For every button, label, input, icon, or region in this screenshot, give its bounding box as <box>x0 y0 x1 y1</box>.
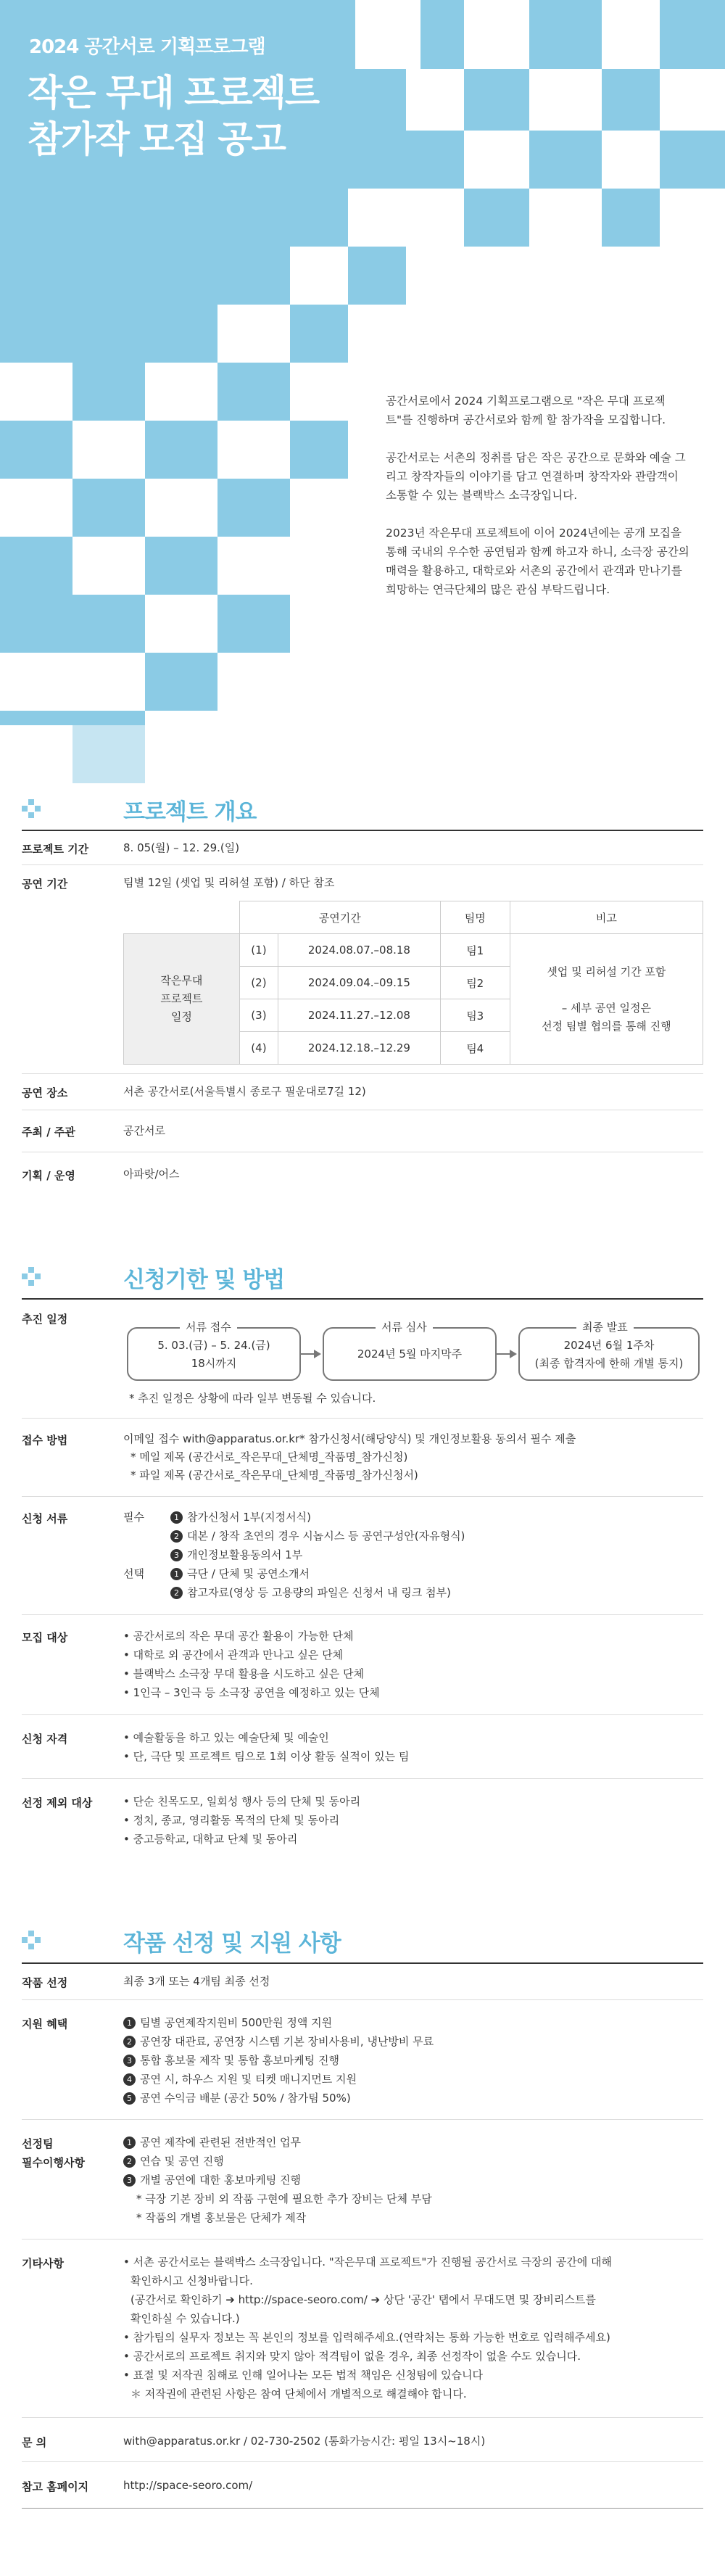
table-note: 셋업 및 리허설 기간 포함 – 세부 공연 일정은 선정 팀별 협의를 통해 진행 <box>510 934 703 1065</box>
section-header-selection <box>0 1915 725 1965</box>
etc-line: • 서촌 공간서로는 블랙박스 소극장입니다. "작은무대 프로젝트"가 진행될 공간서로 극장의 공간에 대해 <box>123 2255 612 2269</box>
pattern-square <box>464 0 529 69</box>
divider <box>22 2461 703 2462</box>
pattern-square <box>290 363 348 421</box>
step-text: 5. 03.(금) – 5. 24.(금) <box>157 1339 270 1352</box>
etc-line: • 공간서로의 프로젝트 취지와 맞지 않아 적격팀이 없을 경우, 최종 선정작이 없을 수도 있습니다. <box>123 2350 581 2363</box>
docs-required-label: 필수 <box>123 1511 144 1524</box>
pattern-square <box>660 69 725 131</box>
step-box-announcement <box>518 1327 700 1381</box>
pattern-square <box>218 421 290 479</box>
docs-item: 1 참가신청서 1부(지정서식) <box>170 1508 311 1527</box>
support-label: 지원 혜택 <box>22 2018 68 2031</box>
pattern-square <box>145 479 218 537</box>
target-item: • 공간서로의 작은 무대 공간 활용이 가능한 단체 <box>123 1630 354 1643</box>
step-text: (최종 합격자에 한해 개별 통지) <box>534 1357 684 1370</box>
hero-banner <box>0 0 725 783</box>
support-item: 3 통합 홍보물 제작 및 통합 홍보마케팅 진행 <box>123 2052 339 2070</box>
section-header-application <box>0 1251 725 1302</box>
etc-line: 확인하시고 신청바랍니다. <box>130 2274 253 2287</box>
divider <box>22 2417 703 2418</box>
pattern-square <box>145 363 218 421</box>
divider <box>22 1999 703 2000</box>
exclusion-item: • 정치, 종교, 영리활동 목적의 단체 및 동아리 <box>123 1814 340 1827</box>
pattern-square <box>355 0 420 69</box>
docs-label: 신청 서류 <box>22 1512 68 1525</box>
qualification-label: 신청 자격 <box>22 1733 68 1746</box>
table-header-row <box>124 901 703 934</box>
host-label: 주최 / 주관 <box>22 1126 75 1139</box>
hero-subtitle: 2024 공간서로 기획프로그램 <box>29 36 265 58</box>
step-box-review <box>323 1327 497 1381</box>
qualification-item: • 예술활동을 하고 있는 예술단체 및 예술인 <box>123 1731 329 1744</box>
select-label: 작품 선정 <box>22 1976 68 1989</box>
duty-note: * 작품의 개별 홍보물은 단체가 제작 <box>136 2211 307 2224</box>
pattern-square <box>218 537 348 595</box>
schedule-label: 추진 일정 <box>22 1313 68 1326</box>
pattern-square <box>0 653 145 711</box>
arrow <box>301 1353 315 1355</box>
divider <box>22 1714 703 1715</box>
divider <box>22 1496 703 1497</box>
pattern-square <box>529 189 602 247</box>
section-title: 프로젝트 개요 <box>123 799 257 825</box>
pattern-square <box>290 595 348 653</box>
exclusion-label: 선정 제외 대상 <box>22 1796 93 1809</box>
row-team: 팀2 <box>440 967 510 999</box>
duty-item: 2 연습 및 공연 진행 <box>123 2152 224 2171</box>
etc-line: • 표절 및 저작권 침해로 인해 일어나는 모든 법적 책임은 신청팀에 있습니다 <box>123 2369 483 2382</box>
target-item: • 블랙박스 소극장 무대 활용을 시도하고 싶은 단체 <box>123 1667 365 1680</box>
table-header-period: 공연기간 <box>239 901 440 934</box>
etc-line: (공간서로 확인하기 ➔ http://space-seoro.com/ ➔ 상단 '공간' 탭에서 무대도면 및 장비리스트를 <box>130 2293 596 2306</box>
table-header-team: 팀명 <box>440 901 510 934</box>
section-rule <box>22 1962 703 1964</box>
pattern-square-light <box>72 725 145 783</box>
pattern-square <box>290 247 348 305</box>
step-text: 2024년 5월 마지막주 <box>357 1347 463 1361</box>
support-item: 2 공연장 대관료, 공연장 시스템 기본 장비사용비, 냉난방비 무료 <box>123 2033 434 2051</box>
row-number: (4) <box>239 1032 278 1065</box>
pattern-square <box>660 189 725 247</box>
pattern-square <box>218 305 290 363</box>
row-number: (1) <box>239 934 278 967</box>
row-number: (3) <box>239 999 278 1032</box>
row-period: 2024.09.04.–09.15 <box>278 967 441 999</box>
qualification-item: • 단, 극단 및 프로젝트 팀으로 1회 이상 활동 실적이 있는 팀 <box>123 1750 410 1763</box>
show-period-label: 공연 기간 <box>22 878 68 891</box>
row-period: 2024.12.18.–12.29 <box>278 1032 441 1065</box>
contact-label: 문 의 <box>22 2436 47 2449</box>
pattern-square <box>0 363 72 421</box>
etc-line: ＊ 저작권에 관련된 사항은 참여 단체에서 개별적으로 해결해야 합니다. <box>130 2387 467 2400</box>
pattern-square <box>145 711 348 783</box>
section-rule <box>22 830 703 831</box>
pattern-square <box>406 247 725 363</box>
row-period: 2024.08.07.–08.18 <box>278 934 441 967</box>
support-item: 5 공연 수익금 배분 (공간 50% / 참가팀 50%) <box>123 2089 351 2108</box>
pattern-square <box>72 537 145 595</box>
docs-item: 2 참고자료(영상 등 고용량의 파일은 신청서 내 링크 첨부) <box>170 1584 451 1602</box>
schedule-note: * 추진 일정은 상황에 따라 일부 변동될 수 있습니다. <box>129 1392 376 1405</box>
step-text: 2024년 6월 1주차 <box>563 1339 655 1352</box>
host-value: 공간서로 <box>123 1124 165 1137</box>
pattern-square <box>145 595 218 653</box>
etc-label: 기타사항 <box>22 2257 64 2270</box>
docs-item: 2 대본 / 창작 초연의 경우 시놉시스 등 공연구성안(자유형식) <box>170 1527 465 1545</box>
duty-item: 1 공연 제작에 관련된 전반적인 업무 <box>123 2134 301 2152</box>
divider <box>22 1614 703 1615</box>
support-item: 4 공연 시, 하우스 지원 및 티켓 매니지먼트 지원 <box>123 2071 357 2089</box>
section-header-overview <box>0 783 725 834</box>
pattern-square <box>0 479 72 537</box>
docs-item: 3 개인정보활용동의서 1부 <box>170 1546 302 1564</box>
step-text: 18시까지 <box>191 1357 237 1370</box>
arrow-right-icon <box>314 1350 321 1358</box>
homepage-link[interactable]: http://space-seoro.com/ <box>123 2479 253 2492</box>
docs-optional-label: 선택 <box>123 1567 144 1580</box>
table-row <box>124 934 703 967</box>
support-item: 1 팀별 공연제작지원비 500만원 정액 지원 <box>123 2014 332 2032</box>
arrow <box>497 1353 511 1355</box>
pattern-square <box>72 421 145 479</box>
table-side-label: 작은무대 프로젝트 일정 <box>124 934 240 1065</box>
diamond-dots-icon <box>22 799 41 818</box>
show-period-value: 팀별 12일 (셋업 및 리허설 포함) / 하단 참조 <box>123 876 335 889</box>
apply-line: 이메일 접수 with@apparatus.or.kr* 참가신청서(해당양식) 및 개인정보활용 동의서 필수 제출 <box>123 1432 576 1445</box>
apply-line: * 메일 제목 (공간서로_작은무대_단체명_작품명_참가신청) <box>130 1450 408 1464</box>
diamond-dots-icon <box>22 1931 41 1949</box>
etc-line: 확인하실 수 있습니다.) <box>130 2312 240 2325</box>
arrow-right-icon <box>510 1350 517 1358</box>
period-label: 프로젝트 기간 <box>22 843 89 856</box>
bottom-rule <box>22 2508 703 2509</box>
pattern-square <box>602 0 660 69</box>
row-team: 팀1 <box>440 934 510 967</box>
apply-line: * 파일 제목 (공간서로_작은무대_단체명_작품명_참가신청서) <box>130 1469 418 1482</box>
homepage-label: 참고 홈페이지 <box>22 2480 89 2493</box>
pattern-square <box>348 189 464 247</box>
duty-note: * 극장 기본 장비 외 작품 구현에 필요한 추가 장비는 단체 부담 <box>136 2192 432 2205</box>
intro-paragraph: 2023년 작은무대 프로젝트에 이어 2024년에는 공개 모집을 통해 국내의 우수한 공연팀과 함께 하고자 하니, 소극장 공간의 매력을 활용하고, 대학로와 서촌의 공간에서 관객과 만나기를 희망하는 연극단체의 많은 관심 부탁드립니다. <box>386 527 689 596</box>
divider <box>22 1073 703 1074</box>
row-period: 2024.11.27.–12.08 <box>278 999 441 1032</box>
divider <box>22 1418 703 1419</box>
step-label: 서류 접수 <box>180 1319 237 1334</box>
divider <box>22 2119 703 2120</box>
step-label: 서류 심사 <box>376 1319 433 1334</box>
duty-item: 3 개별 공연에 대한 홍보마케팅 진행 <box>123 2171 301 2189</box>
plan-value: 아파랏/어스 <box>123 1168 180 1181</box>
divider <box>22 1778 703 1779</box>
diamond-dots-icon <box>22 1267 41 1286</box>
table-corner <box>124 901 240 934</box>
pattern-square <box>218 653 348 711</box>
venue-label: 공연 장소 <box>22 1086 68 1099</box>
step-label: 최종 발표 <box>576 1319 634 1334</box>
duty-label: 필수이행사항 <box>22 2156 85 2169</box>
section-title: 신청기한 및 방법 <box>123 1267 285 1293</box>
contact-value[interactable]: with@apparatus.or.kr / 02-730-2502 (통화가능시간: 평일 13시~18시) <box>123 2435 486 2448</box>
venue-value: 서촌 공간서로(서울특별시 종로구 필운대로7길 12) <box>123 1085 366 1098</box>
schedule-table <box>123 901 703 1065</box>
pattern-square <box>529 69 602 131</box>
section-rule <box>22 1298 703 1300</box>
apply-label: 접수 방법 <box>22 1434 68 1447</box>
pattern-square <box>290 479 348 537</box>
pattern-square <box>602 131 660 189</box>
exclusion-item: • 중고등학교, 대학교 단체 및 동아리 <box>123 1833 298 1846</box>
exclusion-item: • 단순 친목도모, 일회성 행사 등의 단체 및 동아리 <box>123 1795 361 1808</box>
section-title: 작품 선정 및 지원 사항 <box>123 1931 341 1957</box>
docs-item: 1 극단 / 단체 및 공연소개서 <box>170 1565 310 1583</box>
duty-label: 선정팀 <box>22 2137 54 2150</box>
intro-text <box>386 392 690 618</box>
target-item: • 대학로 외 공간에서 관객과 만나고 싶은 단체 <box>123 1648 344 1661</box>
select-value: 최종 3개 또는 4개팀 최종 선정 <box>123 1975 270 1988</box>
pattern-square <box>406 69 464 131</box>
pattern-square <box>0 725 72 783</box>
pattern-square <box>464 131 529 189</box>
divider <box>22 864 703 865</box>
plan-label: 기획 / 운영 <box>22 1169 75 1182</box>
row-team: 팀4 <box>440 1032 510 1065</box>
row-team: 팀3 <box>440 999 510 1032</box>
row-number: (2) <box>239 967 278 999</box>
target-label: 모집 대상 <box>22 1631 68 1644</box>
target-item: • 1인극 – 3인극 등 소극장 공연을 예정하고 있는 단체 <box>123 1686 380 1699</box>
step-box-submission <box>127 1327 301 1381</box>
hero-title-line2: 참가작 모집 공고 <box>28 118 285 160</box>
hero-title-line1: 작은 무대 프로젝트 <box>28 72 319 114</box>
etc-line: • 참가팀의 실무자 정보는 꼭 본인의 정보를 입력해주세요.(연락처는 통화 가능한 번호로 입력해주세요) <box>123 2331 610 2344</box>
intro-paragraph: 공간서로에서 2024 기획프로그램으로 "작은 무대 프로젝트"를 진행하며 공간서로와 함께 할 참가작을 모집합니다. <box>386 395 666 426</box>
pattern-square <box>348 305 406 363</box>
intro-paragraph: 공간서로는 서촌의 정취를 담은 작은 공간으로 문화와 예술 그리고 창작자들의 이야기를 담고 연결하며 창작자와 관람객이 소통할 수 있는 블랙박스 소극장입니다. <box>386 451 686 502</box>
period-value: 8. 05(월) – 12. 29.(일) <box>123 841 240 854</box>
table-header-note: 비고 <box>510 901 703 934</box>
